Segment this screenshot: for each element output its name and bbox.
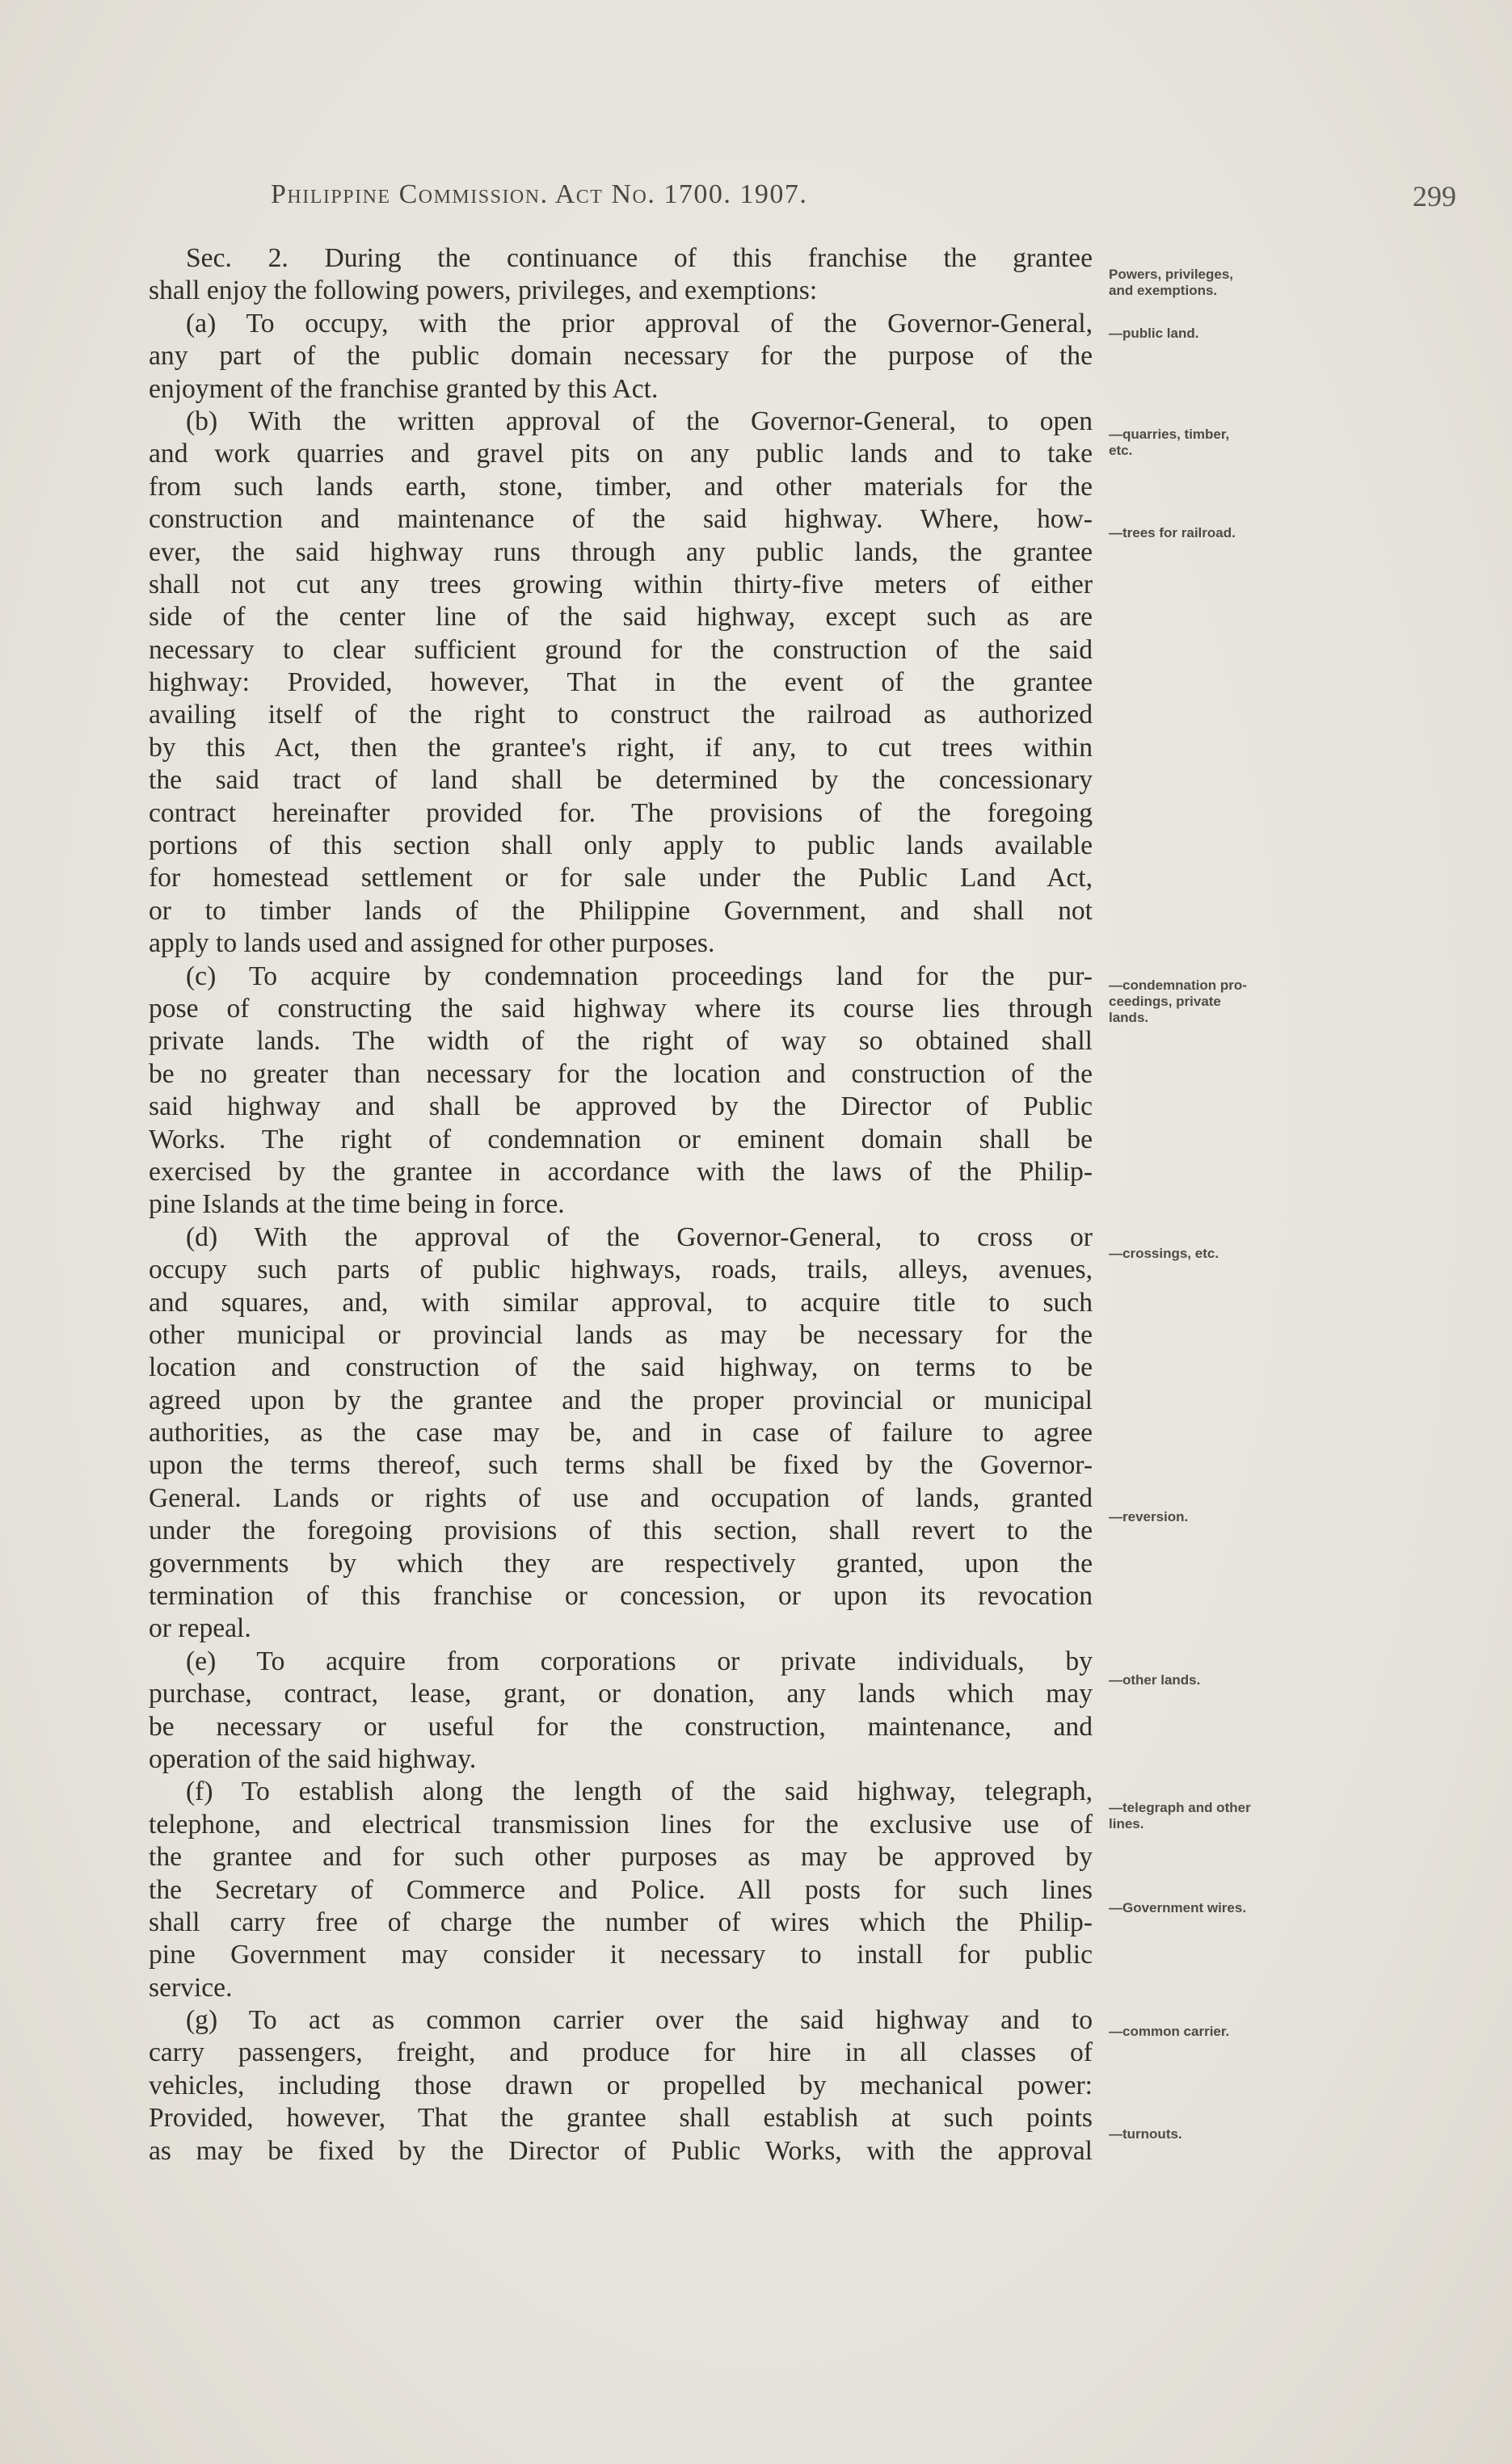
margin-note-line: ceedings, private	[1109, 994, 1221, 1009]
text-line: operation of the said highway.	[149, 1743, 477, 1774]
text-line: said highway and shall be approved by the Director of Public	[149, 1091, 1093, 1122]
text-line: and squares, and, with similar approval, to acquire title to such	[149, 1287, 1093, 1318]
text-line: contract hereinafter provided for. The provisions of the foregoing	[149, 797, 1093, 828]
text-line: side of the center line of the said highway, except such as are	[149, 602, 1093, 633]
text-line: or repeal.	[149, 1613, 251, 1644]
text-line: under the foregoing provisions of this section, shall revert to the	[149, 1516, 1093, 1546]
text-line: the said tract of land shall be determined by the concessionary	[149, 765, 1093, 796]
text-line: or to timber lands of the Philippine Government, and shall not	[149, 895, 1093, 926]
text-line: as may be fixed by the Director of Public Works, with the approval	[149, 2135, 1093, 2166]
text-line: Provided, however, That the grantee shall establish at such points	[149, 2103, 1093, 2134]
margin-note-turnouts	[1109, 2126, 1351, 2142]
margin-note-line: —common carrier.	[1109, 2024, 1230, 2039]
text-line: (f) To establish along the length of the said highway, telegraph,	[186, 1777, 1093, 1807]
margin-note-quarries	[1109, 427, 1351, 459]
text-line: construction and maintenance of the said highway. Where, how-	[149, 504, 1093, 535]
margin-note-line: —condemnation pro-	[1109, 978, 1247, 993]
text-line: any part of the public domain necessary for the purpose of the	[149, 341, 1093, 372]
text-line: (a) To occupy, with the prior approval of the Governor-General,	[186, 308, 1093, 338]
section-2-text	[149, 242, 1093, 2168]
margin-note-common-carrier	[1109, 2024, 1351, 2040]
margin-note-line: —quarries, timber,	[1109, 427, 1230, 442]
text-line: agreed upon by the grantee and the proper provincial or municipal	[149, 1385, 1093, 1415]
margin-note-line: —Government wires.	[1109, 1900, 1247, 1915]
running-head: Philippine Commission. Act No. 1700. 1907.	[271, 179, 808, 209]
text-line: Works. The right of condemnation or eminent domain shall be	[149, 1124, 1093, 1154]
text-line: shall not cut any trees growing within thirty-five meters of either	[149, 569, 1093, 599]
margin-note-line: etc.	[1109, 443, 1133, 458]
margin-note-line: Powers, privileges,	[1109, 267, 1234, 282]
text-line: exercised by the grantee in accordance with the laws of the Philip-	[149, 1156, 1093, 1187]
text-line: portions of this section shall only apply to public lands available	[149, 830, 1093, 861]
page-number: 299	[1413, 180, 1456, 212]
text-line: pine Government may consider it necessary to install for public	[149, 1940, 1093, 1970]
text-line: service.	[149, 1972, 233, 2003]
text-line: (b) With the written approval of the Governor-General, to open	[186, 406, 1093, 436]
text-line: Sec. 2. During the continuance of this franchise the grantee	[186, 243, 1093, 273]
text-line: occupy such parts of public highways, roads, trails, alleys, avenues,	[149, 1255, 1093, 1285]
margin-note-line: —reversion.	[1109, 1509, 1189, 1524]
margin-note-trees	[1109, 525, 1351, 541]
text-line: ever, the said highway runs through any public lands, the grantee	[149, 536, 1093, 567]
text-line: authorities, as the case may be, and in case of failure to agree	[149, 1418, 1093, 1449]
margin-note-powers	[1109, 267, 1351, 299]
text-line: the grantee and for such other purposes as may be approved by	[149, 1842, 1093, 1873]
margin-note-line: lands.	[1109, 1010, 1149, 1025]
text-line: highway: Provided, however, That in the event of the grantee	[149, 667, 1093, 698]
text-line: by this Act, then the grantee's right, if any, to cut trees within	[149, 732, 1093, 763]
text-line: availing itself of the right to construct the railroad as authorized	[149, 700, 1093, 730]
text-line: General. Lands or rights of use and occupation of lands, granted	[149, 1482, 1093, 1513]
margin-note-line: —turnouts.	[1109, 2126, 1182, 2142]
text-line: for homestead settlement or for sale under the Public Land Act,	[149, 863, 1093, 894]
text-line: (e) To acquire from corporations or private individuals, by	[186, 1646, 1093, 1676]
margin-note-line: —other lands.	[1109, 1672, 1201, 1688]
text-line: enjoyment of the franchise granted by this Act.	[149, 373, 659, 404]
margin-note-public-land	[1109, 326, 1351, 342]
text-line: (d) With the approval of the Governor-General, to cross or	[186, 1221, 1093, 1252]
text-line: the Secretary of Commerce and Police. All posts for such lines	[149, 1874, 1093, 1905]
text-line: other municipal or provincial lands as may be necessary for the	[149, 1319, 1093, 1350]
text-line: pine Islands at the time being in force.	[149, 1189, 565, 1220]
margin-note-crossings	[1109, 1246, 1351, 1262]
margin-note-line: lines.	[1109, 1816, 1144, 1831]
margin-note-other-lands	[1109, 1672, 1351, 1688]
margin-note-line: —crossings, etc.	[1109, 1246, 1219, 1261]
text-line: location and construction of the said highway, on terms to be	[149, 1352, 1093, 1383]
text-line: pose of constructing the said highway where its course lies through	[149, 993, 1093, 1024]
text-line: carry passengers, freight, and produce for hire in all classes of	[149, 2037, 1093, 2068]
text-line: termination of this franchise or concession, or upon its revocation	[149, 1581, 1093, 1612]
margin-note-telegraph	[1109, 1800, 1351, 1832]
text-line: (g) To act as common carrier over the said highway and to	[186, 2005, 1093, 2036]
text-line: from such lands earth, stone, timber, and other materials for the	[149, 471, 1093, 502]
margin-note-condemnation	[1109, 978, 1351, 1026]
text-line: vehicles, including those drawn or propelled by mechanical power:	[149, 2070, 1093, 2100]
text-line: apply to lands used and assigned for other purposes.	[149, 928, 715, 959]
text-line: telephone, and electrical transmission lines for the exclusive use of	[149, 1809, 1093, 1840]
text-line: governments by which they are respectively granted, upon the	[149, 1548, 1093, 1579]
text-line: and work quarries and gravel pits on any public lands and to take	[149, 439, 1093, 469]
text-line: purchase, contract, lease, grant, or donation, any lands which may	[149, 1679, 1093, 1709]
text-line: be necessary or useful for the construction, maintenance, and	[149, 1711, 1093, 1742]
text-line: upon the terms thereof, such terms shall be fixed by the Governor-	[149, 1450, 1093, 1481]
margin-note-reversion	[1109, 1509, 1351, 1525]
text-line: (c) To acquire by condemnation proceedings land for the pur-	[186, 961, 1093, 991]
margin-note-line: and exemptions.	[1109, 283, 1218, 298]
text-line: necessary to clear sufficient ground for the construction of the said	[149, 634, 1093, 665]
text-line: private lands. The width of the right of way so obtained shall	[149, 1026, 1093, 1057]
text-line: be no greater than necessary for the location and construction of the	[149, 1058, 1093, 1089]
margin-note-line: —public land.	[1109, 326, 1199, 341]
margin-note-line: —telegraph and other	[1109, 1800, 1251, 1815]
text-line: shall enjoy the following powers, privileges, and exemptions:	[149, 275, 818, 306]
margin-note-government-wires	[1109, 1900, 1351, 1916]
margin-note-line: —trees for railroad.	[1109, 525, 1236, 540]
text-line: shall carry free of charge the number of wires which the Philip-	[149, 1907, 1093, 1937]
